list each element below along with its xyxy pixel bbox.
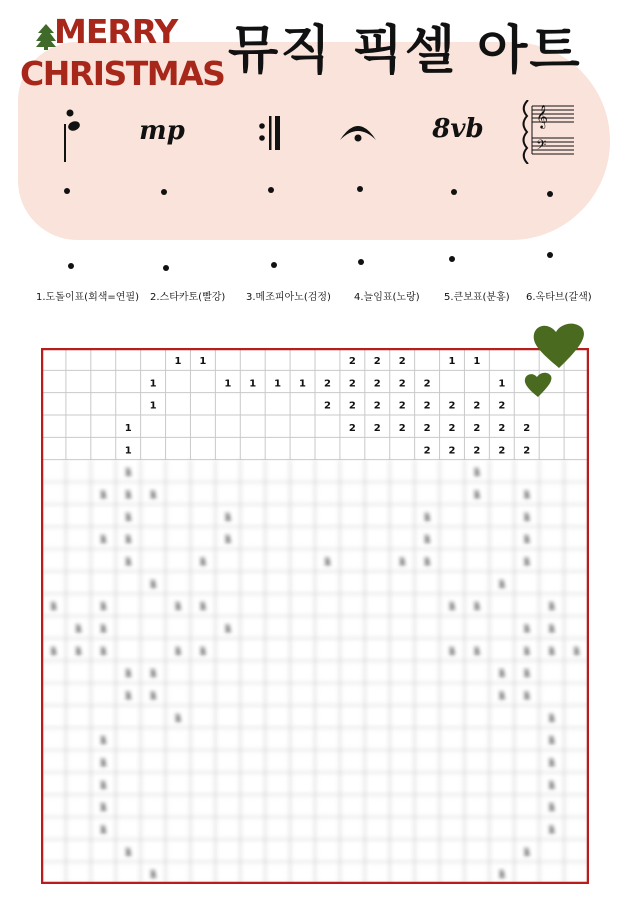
caption-5: 5.큰보표(분홍) [444, 292, 510, 303]
match-dot-bottom[interactable] [163, 265, 169, 271]
grid-cell-number: 2 [448, 400, 456, 412]
grid-cell-number: 2 [348, 356, 356, 368]
grid-cell-number: 2 [498, 423, 506, 435]
grid-cell-number: 1 [124, 557, 132, 569]
grid-cell-number: 1 [548, 825, 556, 837]
grid-cell-number: 1 [174, 646, 182, 658]
match-dot-bottom[interactable] [271, 262, 277, 268]
grid-cell-number: 1 [523, 557, 531, 569]
pixel-art-grid[interactable] [41, 348, 589, 884]
match-dot-top[interactable] [547, 191, 553, 197]
grid-cell-number: 1 [523, 490, 531, 502]
grid-cell-number: 2 [398, 400, 406, 412]
mezzo-piano-icon [132, 100, 192, 164]
merry-christmas-logo [20, 12, 225, 100]
grid-cell-number: 2 [498, 445, 506, 457]
grid-cell-number: 1 [124, 445, 132, 457]
grid-cell-number: 1 [124, 847, 132, 859]
grid-cell-number: 1 [523, 624, 531, 636]
grid-cell-number: 1 [423, 512, 431, 524]
grid-cell-number: 1 [523, 512, 531, 524]
caption-2: 2.스타카토(빨강) [150, 292, 226, 303]
grid-cell-number: 1 [99, 825, 107, 837]
grid-cell-number: 2 [523, 445, 531, 457]
match-dot-top[interactable] [161, 189, 167, 195]
grid-cell-number: 1 [74, 624, 82, 636]
grid-cell-number: 1 [199, 601, 207, 613]
grid-cell-number: 1 [124, 467, 132, 479]
grid-cell-number: 1 [149, 869, 157, 881]
grid-cell-number: 1 [174, 356, 182, 368]
grid-cell-number: 1 [299, 378, 307, 390]
repeat-bar-icon [242, 100, 302, 164]
grid-cell-number: 1 [498, 378, 506, 390]
grid-cell-number: 1 [124, 512, 132, 524]
grand-staff-icon [518, 100, 578, 164]
page-title: 뮤직 픽셀 아트 [228, 21, 582, 81]
grid-cell-number: 1 [523, 847, 531, 859]
caption-4: 4.늘임표(노랑) [354, 292, 420, 303]
grid-cell-number: 1 [199, 646, 207, 658]
grid-cell-number: 1 [99, 601, 107, 613]
grid-cell-number: 1 [124, 534, 132, 546]
match-dot-top[interactable] [64, 188, 70, 194]
grid-cell-number: 1 [573, 646, 581, 658]
grid-cell-number: 1 [398, 557, 406, 569]
grid-cell-number: 1 [548, 601, 556, 613]
grid-cell-number: 1 [548, 646, 556, 658]
match-dot-bottom[interactable] [68, 263, 74, 269]
grid-cell-number: 2 [423, 400, 431, 412]
grid-cell-number: 1 [548, 780, 556, 792]
heart-icon [530, 322, 588, 370]
grid-cell-number: 1 [149, 668, 157, 680]
grid-cell-number: 1 [99, 758, 107, 770]
grid-cell-number: 1 [274, 378, 282, 390]
grid-cell-number: 1 [498, 691, 506, 703]
grid-cell-number: 2 [448, 445, 456, 457]
grid-cell-number: 1 [448, 356, 456, 368]
match-dot-bottom[interactable] [358, 259, 364, 265]
grid-cell-number: 1 [99, 534, 107, 546]
grid-cell-number: 2 [373, 423, 381, 435]
fermata-icon [328, 100, 388, 164]
grid-cell-number: 1 [99, 490, 107, 502]
grid-cell-number: 1 [124, 490, 132, 502]
grid-cell-number: 2 [423, 423, 431, 435]
grid-cell-number: 1 [199, 356, 207, 368]
ottava-bassa-text: 8vb [432, 114, 484, 144]
grid-cell-number: 2 [348, 378, 356, 390]
grid-cell-number: 1 [99, 802, 107, 814]
grid-cell-number: 2 [523, 423, 531, 435]
match-dot-bottom[interactable] [547, 252, 553, 258]
grid-blurred-area [41, 460, 589, 884]
grid-cell-number: 2 [398, 356, 406, 368]
mezzo-piano-text: mp [139, 116, 185, 146]
grid-cell-number: 1 [548, 735, 556, 747]
grid-cell-number: 2 [398, 423, 406, 435]
grid-cell-number: 2 [473, 423, 481, 435]
grid-cell-number: 1 [99, 780, 107, 792]
grid-cell-number: 1 [423, 557, 431, 569]
grid-cell-number: 1 [224, 378, 232, 390]
grid-cell-number: 1 [49, 646, 57, 658]
grid-cell-number: 2 [498, 400, 506, 412]
grid-cell-number: 2 [448, 423, 456, 435]
grid-cell-number: 1 [473, 356, 481, 368]
grid-cell-number: 2 [398, 378, 406, 390]
small-heart-icon [523, 372, 553, 398]
grid-cell-number: 2 [423, 445, 431, 457]
grid-cell-number: 1 [49, 601, 57, 613]
grid-cell-number: 1 [548, 802, 556, 814]
grid-cell-number: 1 [523, 534, 531, 546]
grid-cell-number: 1 [124, 691, 132, 703]
grid-cell-number: 1 [498, 668, 506, 680]
grid-cell-number: 1 [99, 735, 107, 747]
match-dot-top[interactable] [357, 186, 363, 192]
grid-cell-number: 1 [498, 869, 506, 881]
grid-cell-number: 2 [473, 445, 481, 457]
grid-cell-number: 2 [323, 378, 331, 390]
grid-cell-number: 1 [224, 534, 232, 546]
grid-cell-number: 1 [249, 378, 257, 390]
grid-cell-number: 1 [124, 423, 132, 435]
grid-cell-number: 2 [348, 423, 356, 435]
match-dot-top[interactable] [451, 189, 457, 195]
grid-cell-number: 1 [99, 646, 107, 658]
grid-cell-number: 1 [473, 467, 481, 479]
staccato-quarter-note-icon [40, 100, 100, 164]
grid-cell-number: 1 [149, 490, 157, 502]
ottava-bassa-icon [428, 100, 488, 164]
grid-cell-number: 2 [348, 400, 356, 412]
grid-cell-number: 2 [423, 378, 431, 390]
grid-cell-number: 1 [149, 579, 157, 591]
svg-text:𝄞: 𝄞 [536, 104, 548, 128]
grid-cell-number: 1 [124, 668, 132, 680]
grid-cell-number: 2 [373, 400, 381, 412]
grid-cell-number: 1 [523, 691, 531, 703]
grid-cell-number: 1 [149, 691, 157, 703]
grid-cell-number: 1 [423, 534, 431, 546]
grid-cell-number: 1 [174, 713, 182, 725]
grid-cell-number: 1 [498, 579, 506, 591]
grid-cell-number: 1 [99, 624, 107, 636]
grid-cell-number: 1 [149, 378, 157, 390]
match-dot-bottom[interactable] [449, 256, 455, 262]
grid-cell-number: 1 [473, 646, 481, 658]
caption-1: 1.도돌이표(회색=연필) [36, 292, 140, 303]
grid-cell-number: 1 [224, 512, 232, 524]
greeting-line-1: MERRY [54, 12, 178, 51]
grid-cell-number: 1 [174, 601, 182, 613]
caption-6: 6.옥타브(갈색) [526, 292, 592, 303]
svg-text:𝄢: 𝄢 [536, 137, 547, 156]
grid-cell-number: 1 [74, 646, 82, 658]
grid-visible-area [41, 348, 589, 460]
grid-cell-number: 1 [448, 601, 456, 613]
caption-3: 3.메조피아노(검정) [246, 292, 331, 303]
grid-cell-number: 1 [548, 624, 556, 636]
christmas-tree-icon [36, 24, 56, 50]
grid-cell-number: 2 [373, 356, 381, 368]
grid-cell-number: 1 [523, 646, 531, 658]
grid-cell-number: 1 [224, 624, 232, 636]
grid-cell-number: 2 [473, 400, 481, 412]
grid-cell-number: 1 [548, 713, 556, 725]
grid-cell-number: 1 [149, 400, 157, 412]
grid-cell-number: 1 [473, 490, 481, 502]
grid-cell-number: 1 [448, 646, 456, 658]
grid-cell-number: 1 [523, 668, 531, 680]
grid-cell-number: 1 [199, 557, 207, 569]
grid-cell-number: 2 [373, 378, 381, 390]
grid-cell-number: 1 [323, 557, 331, 569]
grid-cell-number: 1 [548, 758, 556, 770]
grid-cell-number: 2 [323, 400, 331, 412]
greeting-line-2: CHRISTMAS [20, 54, 225, 93]
grid-cell-number: 1 [473, 601, 481, 613]
match-dot-top[interactable] [268, 187, 274, 193]
